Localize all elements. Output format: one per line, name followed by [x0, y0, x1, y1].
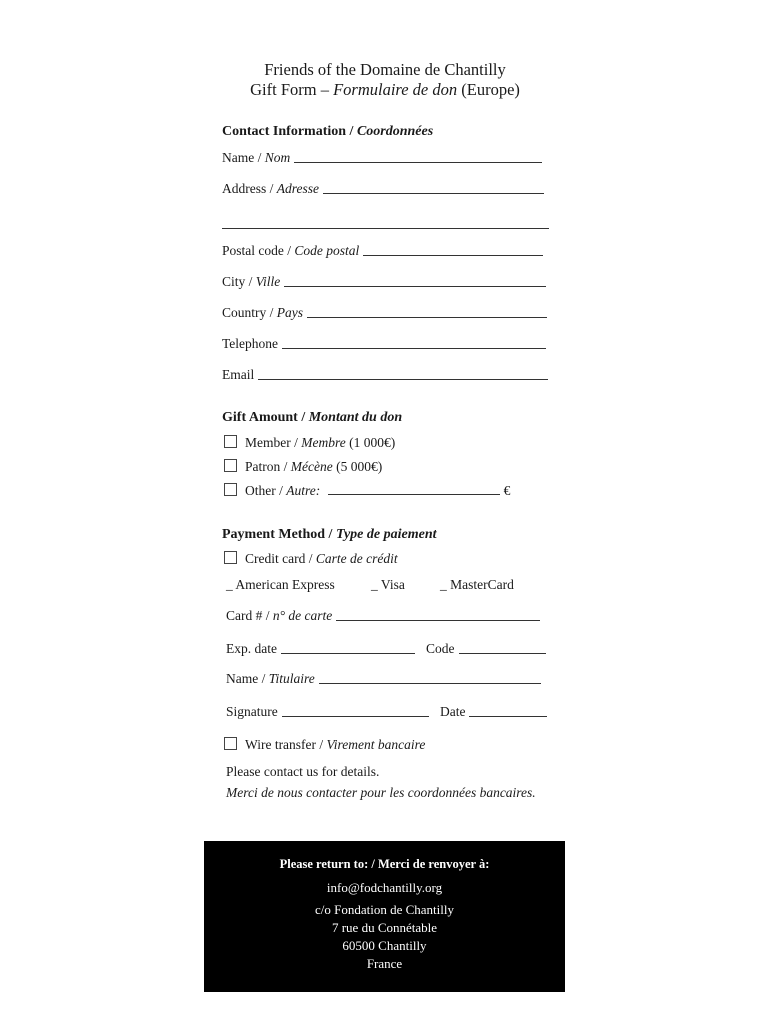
card-number-label: [226, 608, 332, 624]
cardholder-field[interactable]: [226, 671, 541, 687]
address-label-en: Address /: [222, 181, 277, 196]
other-amount-line[interactable]: [328, 494, 500, 495]
name-line[interactable]: [294, 161, 542, 163]
cardholder-label: [226, 671, 315, 687]
patron-option[interactable]: [224, 459, 382, 475]
code-field[interactable]: [426, 641, 546, 657]
email-field[interactable]: [222, 367, 548, 383]
address-line-country: France: [366, 956, 403, 971]
patron-amount: (5 000€): [332, 459, 383, 474]
member-label-fr: Membre: [301, 435, 346, 450]
member-option[interactable]: [224, 435, 395, 451]
postal-label: [222, 243, 359, 259]
contact-heading-fr: Coordonnées: [356, 124, 434, 139]
member-checkbox[interactable]: [224, 435, 237, 448]
payment-heading-fr: Type de paiement: [335, 527, 437, 542]
country-label: [222, 305, 303, 321]
country-label-fr: Pays: [276, 305, 304, 320]
cardholder-label-en: Name /: [226, 671, 269, 686]
card-number-label-en: Card # /: [226, 608, 273, 623]
member-label-en: Member /: [245, 435, 302, 450]
city-label: [222, 274, 280, 290]
subtitle-fr: Formulaire de don: [333, 80, 458, 99]
return-email[interactable]: info@fodchantilly.org: [326, 880, 443, 895]
other-checkbox[interactable]: [224, 483, 237, 496]
wire-transfer-option[interactable]: [224, 737, 425, 753]
card-number-field[interactable]: [226, 608, 540, 624]
exp-date-line[interactable]: [281, 652, 415, 654]
date-label: Date: [440, 704, 466, 719]
visa-option[interactable]: _ Visa: [371, 577, 405, 592]
patron-label-fr: Mécène: [290, 459, 333, 474]
postal-field[interactable]: [222, 243, 543, 259]
patron-label-en: Patron /: [245, 459, 291, 474]
card-number-label-fr: n° de carte: [272, 608, 333, 623]
wire-contact-en: Please contact us for details.: [226, 764, 380, 779]
credit-card-label-en: Credit card /: [245, 551, 316, 566]
postal-label-en: Postal code /: [222, 243, 295, 258]
gift-heading: [222, 410, 402, 426]
credit-card-option[interactable]: [224, 551, 398, 567]
gift-heading-en: Gift Amount /: [222, 410, 309, 425]
date-field[interactable]: [440, 704, 547, 720]
other-option[interactable]: [224, 483, 510, 499]
payment-heading: [222, 527, 437, 543]
exp-date-label: Exp. date: [226, 641, 277, 656]
wire-contact-fr: Merci de nous contacter pour les coordonnées bancaires.: [226, 785, 536, 800]
code-line[interactable]: [459, 652, 546, 654]
subtitle-en: Gift Form –: [250, 80, 334, 99]
address-field[interactable]: [222, 181, 544, 197]
amex-option[interactable]: _ American Express: [226, 577, 335, 592]
card-number-line[interactable]: [336, 619, 540, 621]
name-label-fr: Nom: [264, 150, 291, 165]
contact-heading: [222, 124, 433, 140]
signature-line[interactable]: [282, 715, 429, 717]
patron-checkbox[interactable]: [224, 459, 237, 472]
address-line-1: c/o Fondation de Chantilly: [314, 902, 454, 917]
postal-label-fr: Code postal: [294, 243, 360, 258]
other-label-en: Other /: [245, 483, 287, 498]
form-title: Friends of the Domaine de Chantilly: [264, 60, 506, 79]
currency-symbol: €: [503, 483, 511, 498]
member-amount: (1 000€): [345, 435, 396, 450]
address-line-city: 60500 Chantilly: [342, 938, 427, 953]
wire-transfer-label-fr: Virement bancaire: [326, 737, 426, 752]
city-field[interactable]: [222, 274, 546, 290]
form-subtitle: [0, 80, 770, 100]
return-address-box: [204, 841, 565, 992]
country-line[interactable]: [307, 316, 547, 318]
name-label: [222, 150, 290, 166]
exp-date-field[interactable]: [226, 641, 415, 657]
signature-field[interactable]: [226, 704, 429, 720]
telephone-field[interactable]: [222, 336, 546, 352]
country-label-en: Country /: [222, 305, 277, 320]
signature-label: Signature: [226, 704, 278, 719]
address-line-street: 7 rue du Connétable: [331, 920, 438, 935]
contact-heading-en: Contact Information /: [222, 124, 357, 139]
return-heading: Please return to: / Merci de renvoyer à:: [279, 857, 490, 871]
return-address: [204, 901, 565, 973]
telephone-line[interactable]: [282, 347, 546, 349]
email-label: Email: [222, 367, 255, 382]
postal-line[interactable]: [363, 254, 543, 256]
address-line-2[interactable]: [222, 227, 549, 229]
address-line[interactable]: [323, 192, 544, 194]
date-line[interactable]: [469, 715, 547, 717]
cardholder-label-fr: Titulaire: [268, 671, 315, 686]
email-line[interactable]: [258, 378, 548, 380]
wire-transfer-checkbox[interactable]: [224, 737, 237, 750]
address-label: [222, 181, 319, 197]
city-label-fr: Ville: [255, 274, 281, 289]
name-field[interactable]: [222, 150, 542, 166]
code-label: Code: [426, 641, 455, 656]
city-line[interactable]: [284, 285, 546, 287]
cardholder-line[interactable]: [319, 682, 541, 684]
country-field[interactable]: [222, 305, 547, 321]
credit-card-label-fr: Carte de crédit: [315, 551, 398, 566]
wire-transfer-label-en: Wire transfer /: [245, 737, 327, 752]
subtitle-region: (Europe): [457, 80, 520, 99]
address-label-fr: Adresse: [276, 181, 319, 196]
credit-card-checkbox[interactable]: [224, 551, 237, 564]
payment-heading-en: Payment Method /: [222, 527, 336, 542]
gift-heading-fr: Montant du don: [308, 410, 403, 425]
other-label-fr: Autre:: [286, 483, 321, 498]
name-label-en: Name /: [222, 150, 265, 165]
city-label-en: City /: [222, 274, 256, 289]
mastercard-option[interactable]: _ MasterCard: [440, 577, 514, 592]
telephone-label: Telephone: [222, 336, 279, 351]
